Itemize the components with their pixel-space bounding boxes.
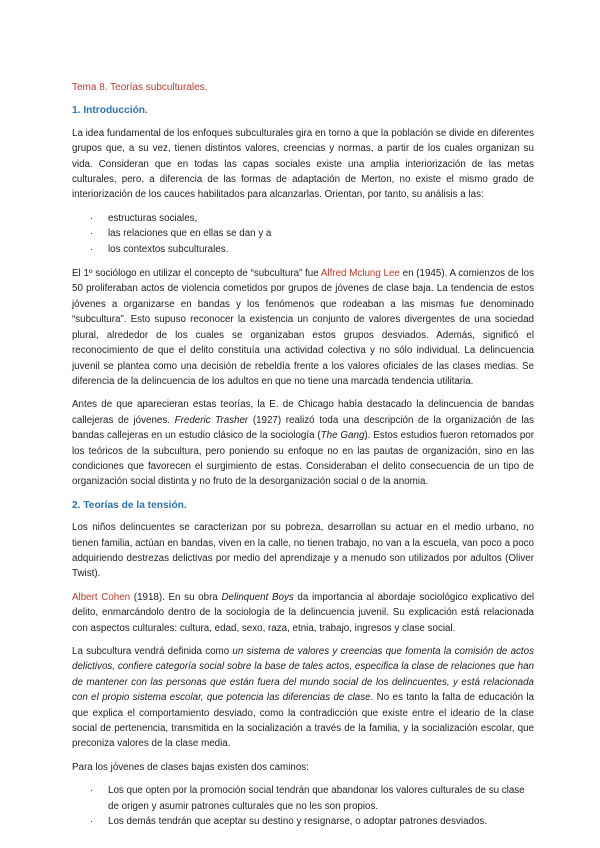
intro-paragraph: La idea fundamental de los enfoques subculturales gira en torno a que la población se divide en diferentes grupos que, a su vez, tienen distintos valores, creencias y normas, a partir de los cuales organizan su vida. Consideran que en todas las capas sociales existe una amplia interiorización de las metas culturales, pero, a diferencia de las formas de adaptación de Merton, no existe el mismo grado de interiorización de los cauces habilitados para alcanzarlas. Orientan, por tanto, su análisis a las: xyxy=(72,127,534,201)
analysis-list xyxy=(72,211,534,257)
bullet-icon: · xyxy=(90,243,94,255)
document-title: Tema 8. Teorías subculturales. xyxy=(72,82,208,93)
bullet-icon: · xyxy=(90,212,94,224)
bullet-icon: · xyxy=(90,228,94,240)
author-name: Albert Cohen xyxy=(72,591,131,603)
bullet-icon: · xyxy=(90,785,94,797)
document-body xyxy=(72,80,534,838)
chicago-school-paragraph: Antes de que aparecieran estas teorías, la E. de Chicago había destacado la delincuencia de bandas callejeras de jóvenes. Frederic Trasher (1927) realizó toda una descripción de la organización de las bandas callejeras en un estudio clásico de la sociología (The Gang). Estos estudios fueron retomados por los teóricos de la subcultura, pero poniendo su enfoque no en las pautas de organización, sino en las condiciones que favorecen el surgimiento de estas. Consideraban el delito consecuencia de un tipo de organización social distinta y no fruto de la desorganización social o de la anomia. xyxy=(72,399,534,488)
author-name: Frederic Trasher xyxy=(174,414,249,426)
definition-quote: un sistema de valores y creencias que fomenta la comisión de actos delictivos, confiere categoría social sobre la base de tales actos, especifica la clase de relaciones que han de mantener con las personas que están fuera del mundo social de los delincuentes, y está relacionada con el propio sistema escolar, que potencia las diferencias de clase xyxy=(72,646,534,704)
list-item: · Los que opten por la promoción social tendrán que abandonar los valores culturales de su clase de origen y asumir patrones culturales que no les son propios. xyxy=(90,785,525,812)
list-item: · Los demás tendrán que aceptar su destino y resignarse, o adoptar patrones desviados. xyxy=(72,814,534,829)
subcultura-origin-paragraph: El 1º sociólogo en utilizar el concepto de “subcultura” fue Alfred Mclung Lee en (1945). A comienzos de los 50 proliferaban actos de violencia cometidos por grupos de jóvenes de clase baja. La tendencia de estos jóvenes a organizarse en bandas y los fenómenos que rodeaban a las mismas fue denominado “subcultura”. Esto supuso reconocer la existencia un conjunto de valores divergentes de una sociedad plural, alrededor de los cuales se organizaban estos grupos desviados. Además, significó el reconocimiento de que el delito constituía una actividad colectiva y no sólo individual. La delincuencia juvenil se plantea como una decisión de rebeldía frente a los valores oficiales de las clases medias. Se diferencia de la delincuencia de los adultos en que no tiene una marcada tendencia utilitaria. xyxy=(72,268,534,387)
list-item: · estructuras sociales, xyxy=(72,211,534,226)
delinquent-children-paragraph: Los niños delincuentes se caracterizan por su pobreza, desarrollan su actuar en el medio urbano, no tienen familia, actúan en bandas, viven en la calle, no tienen trabajo, no van a la escuela, van poco a poco adquiriendo destrezas delictivas por medio del aprendizaje y a menudo son utilizados por adultos (Oliver Twist). xyxy=(72,522,534,580)
two-paths-list xyxy=(72,783,534,829)
work-title: The Gang xyxy=(320,430,365,442)
section-heading-introduccion: 1. Introducción. xyxy=(72,105,148,117)
two-paths-intro: Para los jóvenes de clases bajas existen dos caminos: xyxy=(72,761,309,773)
bullet-icon: · xyxy=(90,816,94,828)
author-name: Alfred Mclung Lee xyxy=(320,268,400,280)
list-item: · las relaciones que en ellas se dan y a xyxy=(72,226,534,241)
list-item: · los contextos subculturales. xyxy=(72,242,534,257)
subcultura-definition-paragraph: La subcultura vendrá definida como un sistema de valores y creencias que fomenta la comisión de actos delictivos, confiere categoría social sobre la base de tales actos, especifica la clase de relaciones que han de mantener con las personas que están fuera del mundo social de los delincuentes, y está relacionada con el propio sistema escolar, que potencia las diferencias de clase. No es tanto la falta de educación la que explica el comportamiento desviado, como la contradicción que existe entre el ideario de la clase social de pertenencia, transmitida en la socialización a través de la familia, y la socialización escolar, que preconiza valores de la clase media. xyxy=(72,646,534,750)
work-title: Delinquent Boys xyxy=(221,591,294,603)
section-heading-tension: 2. Teorías de la tensión. xyxy=(72,499,187,511)
cohen-paragraph: Albert Cohen (1918). En su obra Delinquent Boys da importancia al abordaje sociológico explicativo del delito, enmarcándolo dentro de la sociología de la delincuencia juvenil. Su explicación está relacionada con aspectos culturales: cultura, edad, sexo, raza, etnia, trabajo, ingresos y clase social. xyxy=(72,591,535,634)
